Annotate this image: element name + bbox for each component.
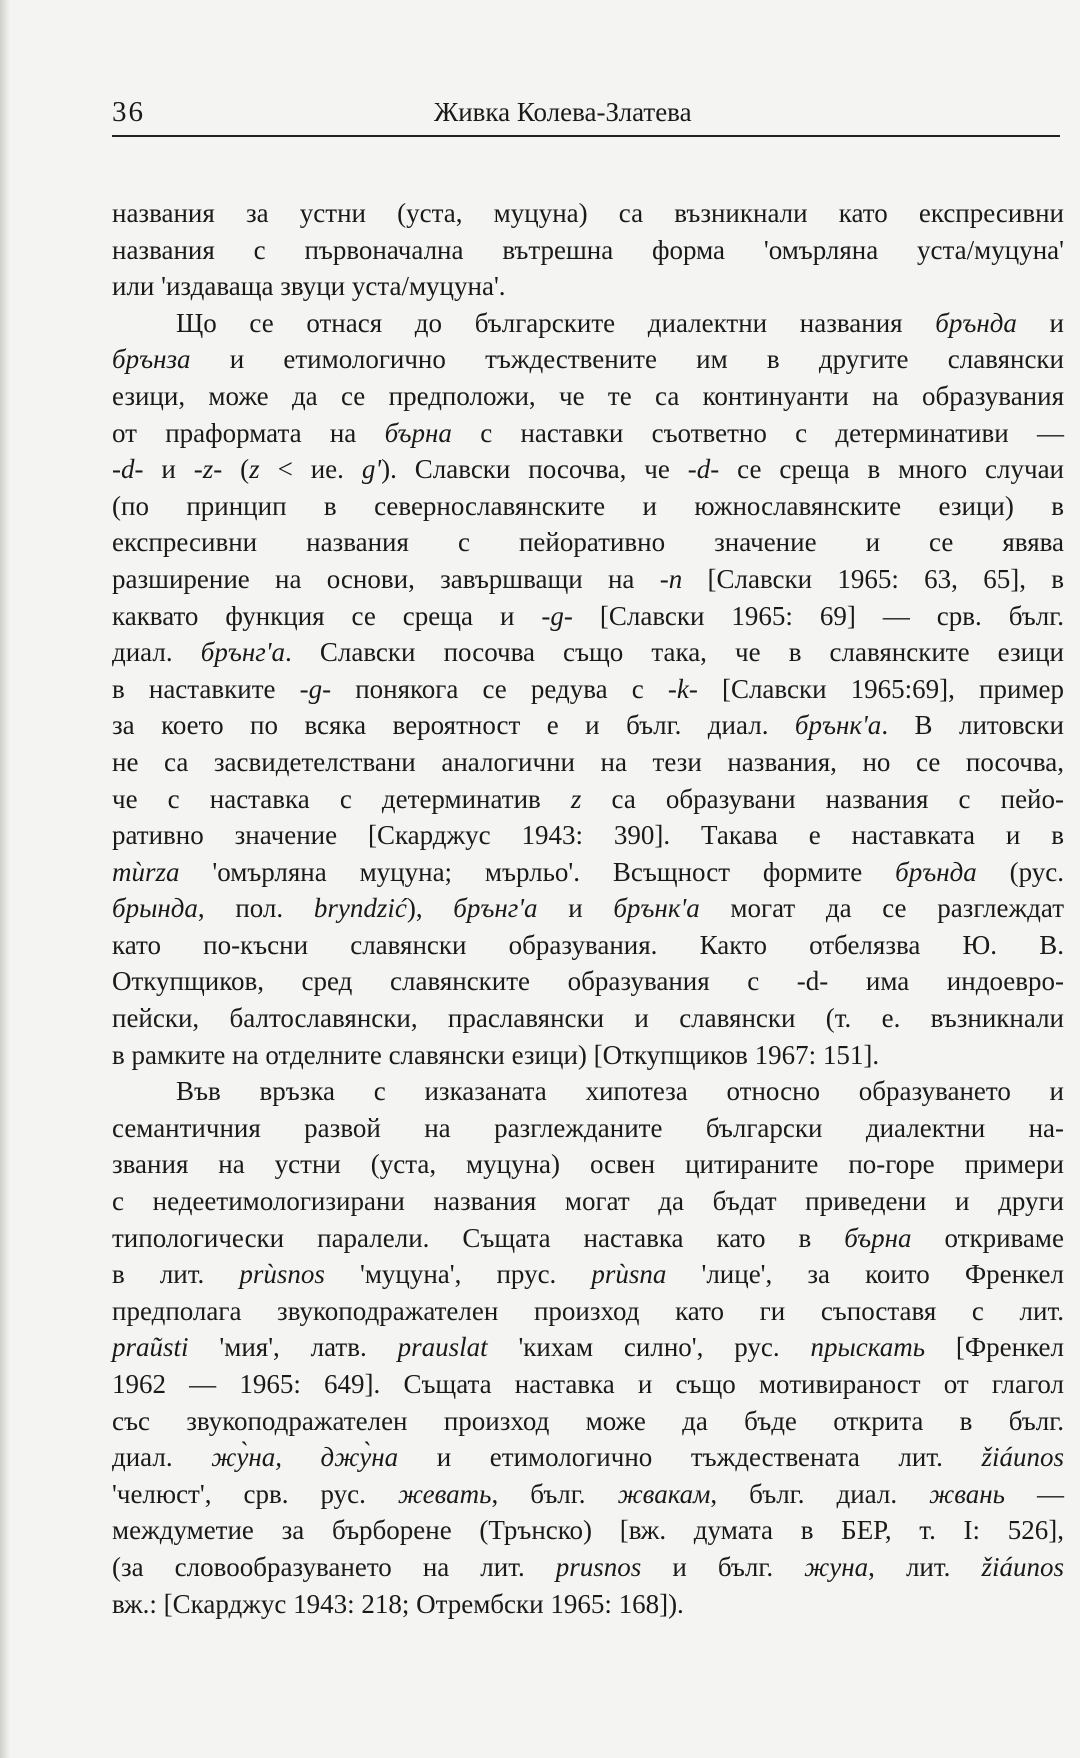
text-run: < ие.: [259, 454, 362, 485]
text-run: пейски, балтославянски, праславянски и славянски (т. е. възникнали: [112, 1003, 1064, 1034]
text-run: 'лице', за които Френкел: [666, 1259, 1064, 1290]
text-line: [112, 707, 1064, 744]
text-run: Откупщиков, сред славянските образувания с -d- има индоевро-: [112, 966, 1064, 997]
text-run: и: [1016, 307, 1065, 338]
text-line: [112, 1439, 1064, 1476]
text-line: [112, 598, 1064, 635]
text-run: . В литовски: [881, 710, 1064, 741]
text-run: (за словообразуването на лит.: [112, 1551, 556, 1582]
italic-term: брънда: [895, 856, 977, 887]
text-line: [112, 781, 1064, 818]
text-run: Във връзка с изказаната хипотеза относно образуването и: [176, 1076, 1064, 1107]
text-line: [112, 1256, 1064, 1293]
italic-term: жвань: [929, 1478, 1005, 1509]
text-run: диал.: [112, 637, 201, 668]
text-line: [112, 1220, 1064, 1257]
text-line: [112, 854, 1064, 891]
text-run: , бълг. диал.: [710, 1478, 930, 1509]
text-run: , лит.: [868, 1551, 982, 1582]
italic-term: бърна: [384, 417, 452, 448]
italic-term: -n: [659, 563, 683, 594]
text-run: 'омърляна муцуна; мърльо'. Всъщност формите: [179, 856, 896, 887]
text-run: (: [222, 454, 250, 485]
italic-term: бърна: [844, 1222, 912, 1253]
text-run: [Славски 1965: 63, 65], в: [682, 563, 1064, 594]
text-line: [112, 305, 1064, 342]
italic-term: брънг'а: [200, 637, 286, 668]
page-number: 36: [112, 96, 145, 128]
text-run: ). Славски посочва, че: [381, 454, 688, 485]
body-text: [112, 195, 1064, 1622]
text-run: ративно значение [Скарджус 1943: 390]. Такава е наставката и в: [112, 820, 1064, 851]
italic-term: -g-: [541, 600, 573, 631]
text-line: [112, 195, 1064, 232]
text-run: понякога се редува с: [331, 673, 668, 704]
text-run: каквато функция се среща и: [112, 600, 542, 631]
italic-term: prusnos: [555, 1551, 642, 1582]
text-run: и: [537, 893, 614, 924]
italic-term: prùsna: [591, 1259, 667, 1290]
text-run: ),: [406, 893, 454, 924]
text-run: [Славски 1965: 69] — срв. бълг.: [572, 600, 1064, 631]
text-run: звания на устни (уста, муцуна) освен цитираните по-горе примери: [112, 1149, 1064, 1180]
italic-term: -k-: [667, 673, 698, 704]
text-run: се среща в много случаи: [719, 454, 1065, 485]
text-line: [112, 1293, 1064, 1330]
text-run: —: [1004, 1478, 1065, 1509]
text-run: вж.: [Скарджус 1943: 218; Отрембски 1965: 168]).: [112, 1588, 684, 1619]
text-run: или 'издаваща звуци уста/муцуна'.: [112, 271, 506, 302]
text-line: [112, 671, 1064, 708]
italic-term: z: [570, 783, 582, 814]
italic-term: prùsnos: [239, 1259, 325, 1290]
text-run: езици, може да се предположи, че те са континуанти на образувания: [112, 380, 1064, 411]
italic-term: брънк'а: [794, 710, 882, 741]
text-run: типологически паралели. Същата наставка като в: [112, 1222, 845, 1253]
text-line: [112, 890, 1064, 927]
text-run: в лит.: [112, 1259, 240, 1290]
text-run: названия за устни (уста, муцуна) са възникнали като експресивни: [112, 198, 1064, 228]
text-run: и: [143, 454, 194, 485]
text-line: [112, 415, 1064, 452]
text-line: [112, 232, 1064, 269]
text-run: от праформата на: [112, 417, 385, 448]
italic-term: жуна: [804, 1551, 869, 1582]
italic-term: брънк'а: [613, 893, 700, 924]
text-run: 'челюст', срв. рус.: [112, 1478, 398, 1509]
text-line: [112, 561, 1064, 598]
text-run: . Славски посочва също така, че в славянските езици: [285, 637, 1064, 668]
text-run: като по-късни славянски образувания. Както отбелязва Ю. В.: [112, 929, 1064, 960]
italic-term: -d-: [112, 454, 144, 485]
text-line: [112, 1586, 1064, 1623]
italic-term: жвакам: [617, 1478, 711, 1509]
text-line: [112, 1037, 1064, 1074]
text-run: откриваме: [911, 1222, 1064, 1253]
text-run: (по принцип в севернославянските и южнославянските езици) в: [112, 490, 1064, 521]
text-run: [Славски 1965:69], пример: [697, 673, 1064, 704]
text-run: за което по всяка вероятност е и бълг. диал.: [112, 710, 795, 741]
italic-term: mùrza: [112, 856, 180, 887]
text-run: и етимологично тъждествените им в другите славянски: [190, 344, 1064, 375]
text-line: [112, 927, 1064, 964]
text-line: [112, 1549, 1064, 1586]
text-run: (рус.: [976, 856, 1065, 887]
running-head-author: Живка Колева-Златева: [434, 97, 692, 127]
text-run: Що се отнася до българските диалектни названия: [176, 307, 936, 338]
italic-term: брънда: [935, 307, 1017, 338]
text-run: и бълг.: [641, 1551, 805, 1582]
text-line: [112, 1403, 1064, 1440]
text-run: с недеетимологизирани названия могат да бъдат приведени и други: [112, 1186, 1064, 1217]
text-run: не са засвидетелствани аналогични на тези названия, но се посочва,: [112, 746, 1064, 777]
text-line: [112, 488, 1064, 525]
text-run: разширение на основи, завършващи на: [112, 563, 660, 594]
text-run: 1962 — 1965: 649]. Същата наставка и също мотивираност от глагол: [112, 1369, 1064, 1399]
text-run: диал.: [112, 1442, 212, 1473]
text-run: в рамките на отделните славянски езици) [Откупщиков 1967: 151].: [112, 1039, 880, 1070]
text-run: с наставки съответно с детерминативи —: [451, 417, 1064, 448]
text-run: в наставките: [112, 673, 300, 704]
text-run: експресивни названия с пейоративно значение и се явява: [112, 527, 1064, 558]
italic-term: жевать: [397, 1478, 492, 1509]
italic-term: брънг'а: [453, 893, 538, 924]
italic-term: žiáunos: [981, 1442, 1064, 1473]
text-line: [112, 1512, 1064, 1549]
italic-term: жу̀на, джу̀на: [211, 1442, 399, 1473]
text-run: 'муцуна', прус.: [324, 1259, 592, 1290]
italic-term: -d-: [687, 454, 720, 485]
text-run: , пол.: [197, 893, 314, 924]
text-line: [112, 1329, 1064, 1366]
italic-term: z: [249, 454, 260, 485]
italic-term: žiáunos: [981, 1551, 1064, 1582]
text-line: [112, 1183, 1064, 1220]
text-line: [112, 341, 1064, 378]
italic-term: bryndzić: [313, 893, 407, 924]
italic-term: брънза: [112, 344, 191, 375]
text-run: и етимологично тъждествената лит.: [398, 1442, 982, 1473]
italic-term: praũsti: [112, 1332, 189, 1363]
text-run: 'кихам силно', рус.: [487, 1332, 811, 1363]
page-edge-shadow: [0, 0, 10, 1758]
text-run: със звукоподражателен произход може да бъде открита в бълг.: [112, 1405, 1064, 1436]
text-run: междуметие за бърборене (Трънско) [вж. думата в БЕР, т. I: 526],: [112, 1515, 1064, 1546]
text-run: са образувани названия с пейо-: [581, 783, 1064, 814]
text-run: семантичния развой на разглежданите български диалектни на-: [112, 1112, 1064, 1143]
header-rule: [112, 135, 1060, 137]
text-line: [112, 1000, 1064, 1037]
text-line: [112, 378, 1064, 415]
text-line: [112, 524, 1064, 561]
page-header: [112, 92, 1060, 134]
text-run: че с наставка с детерминатив: [112, 783, 571, 814]
text-run: [Френкел: [924, 1332, 1064, 1363]
text-line: [112, 744, 1064, 781]
text-run: названия с първоначална вътрешна форма 'омърляна уста/муцуна': [112, 234, 1064, 265]
italic-term: -g-: [299, 673, 332, 704]
text-line: [112, 451, 1064, 488]
text-line: [112, 963, 1064, 1000]
italic-term: g': [361, 454, 382, 485]
italic-term: prauslat: [397, 1332, 488, 1363]
text-line: [112, 1366, 1064, 1403]
text-line: [112, 268, 1064, 305]
text-line: [112, 1110, 1064, 1147]
italic-term: прыскать: [810, 1332, 925, 1363]
text-run: , бълг.: [491, 1478, 618, 1509]
text-line: [112, 1146, 1064, 1183]
text-run: могат да се разглеждат: [699, 893, 1064, 924]
italic-term: -z-: [193, 454, 223, 485]
text-run: предполага звукоподражателен произход като ги съпоставя с лит.: [112, 1295, 1064, 1326]
italic-term: брында: [112, 893, 198, 924]
text-line: [112, 1073, 1064, 1110]
text-run: 'мия', латв.: [188, 1332, 398, 1363]
text-line: [112, 817, 1064, 854]
text-line: [112, 634, 1064, 671]
text-line: [112, 1476, 1064, 1513]
